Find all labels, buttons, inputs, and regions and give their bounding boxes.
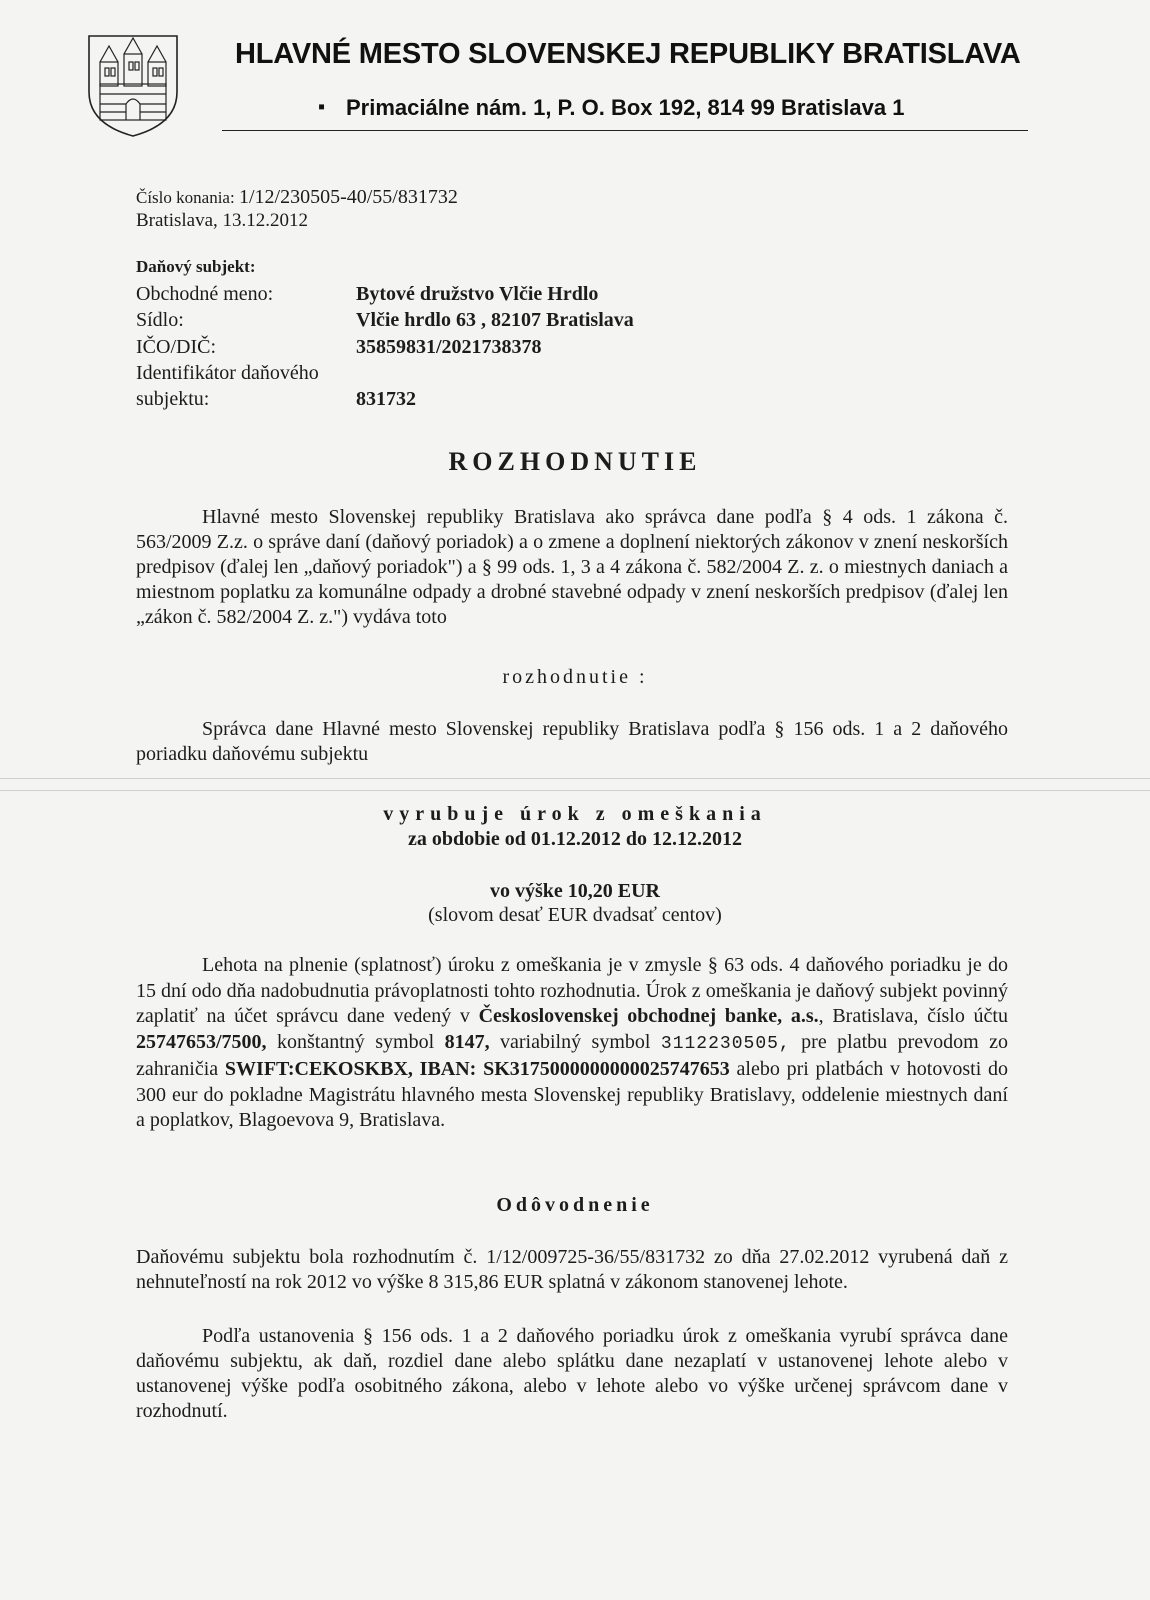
header-rule <box>222 130 1028 131</box>
ico-label: IČO/DIČ: <box>136 336 216 358</box>
case-number-value: 1/12/230505-40/55/831732 <box>238 186 458 208</box>
decision-subtitle: rozhodnutie : <box>502 666 648 688</box>
amount-line: vo výške 10,20 EUR <box>489 880 660 902</box>
payment-text-2: , Bratislava, číslo účtu <box>818 1005 1008 1027</box>
municipality-address: Primaciálne nám. 1, P. O. Box 192, 814 99 Bratislava 1 <box>346 95 905 120</box>
verdict-line: vyrubuje úrok z omeškania <box>383 803 767 825</box>
decision-intro: Hlavné mesto Slovenskej republiky Bratislava ako správca dane podľa § 4 ods. 1 zákona č. 563/2009 Z.z. o správe daní (daňový poriadok) a o zmene a doplnení niektorých zákonov v znení neskorších predpisov (ďalej len „daňový poriadok") a § 99 ods. 1, 3 a 4 zákona č. 582/2004 Z. z. o miestnych daniach a miestnom poplatku za komunálne odpady a drobné stavebné odpady v znení neskorších predpisov (ďalej len „zákon č. 582/2004 Z. z.") vydáva toto <box>136 506 1008 628</box>
payment-text-1: Lehota na plnenie (splatnosť) úroku z omeškania je v zmysle § 63 ods. 4 daňového poriadku je do 15 dní odo dňa nadobudnutia právoplatnosti tohto rozhodnutia. Úrok z omeškania je daňový subjekt povinný zaplatiť na účet správcu dane vedený v <box>136 954 1008 1027</box>
amount-words-line: (slovom desať EUR dvadsať centov) <box>428 904 722 926</box>
payment-text-6: alebo pri platbách v hotovosti do 300 eur do pokladne Magistrátu hlavného mesta Slovenskej republiky Bratislavy, oddelenie miestnych daní a poplatkov, Blagoevova 9, Bratislava. <box>136 1058 1008 1131</box>
payment-text-3: konštantný symbol <box>266 1030 445 1053</box>
payment-text-4: variabilný symbol <box>489 1030 661 1053</box>
place-date: Bratislava, 13.12.2012 <box>136 210 309 231</box>
payment-paragraph <box>136 953 1008 1134</box>
company-name-value: Bytové družstvo Vlčie Hrdlo <box>356 283 599 305</box>
bank-name: Československej obchodnej banke, a.s. <box>478 1005 819 1027</box>
period-line: za obdobie od 01.12.2012 do 12.12.2012 <box>408 828 742 850</box>
justification-paragraph-2: Podľa ustanovenia § 156 ods. 1 a 2 daňového poriadku úrok z omeškania vyrubí správca dane daňovému subjektu, ak daň, rozdiel dane alebo splátku dane nezaplatí v ustanovenej lehote alebo v ustanovenej výške podľa osobitného zákona, alebo v lehote alebo vo výške určenej správcom dane v rozhodnutí. <box>136 1325 1008 1422</box>
identifier-value: 831732 <box>356 388 416 410</box>
justification-title: Odôvodnenie <box>496 1194 654 1216</box>
case-number-line <box>136 186 458 209</box>
identifier-label-cont: subjektu: <box>136 388 210 410</box>
seat-value: Vlčie hrdlo 63 , 82107 Bratislava <box>356 309 634 331</box>
justification-paragraph-1: Daňovému subjektu bola rozhodnutím č. 1/12/009725-36/55/831732 zo dňa 27.02.2012 vyrubená daň z nehnuteľností na rok 2012 vo výške 8 315,86 EUR splatná v zákonom stanovenej lehote. <box>136 1246 1008 1293</box>
authority-paragraph: Správca dane Hlavné mesto Slovenskej republiky Bratislava podľa § 156 ods. 1 a 2 daňového poriadku daňovému subjektu <box>136 718 1008 765</box>
company-name-label: Obchodné meno: <box>136 283 274 305</box>
subject-heading: Daňový subjekt: <box>136 257 256 276</box>
decision-title: ROZHODNUTIE <box>448 447 702 476</box>
municipality-title: HLAVNÉ MESTO SLOVENSKEJ REPUBLIKY BRATISLAVA <box>235 38 1021 70</box>
payment-text-5: pre platbu prevodom zo zahraničia <box>136 1030 1009 1080</box>
identifier-label: Identifikátor daňového <box>136 362 319 384</box>
page-fold-line <box>0 778 1150 779</box>
case-number-label: Číslo konania: <box>136 188 235 207</box>
account-number: 25747653/7500, <box>136 1030 267 1053</box>
variable-symbol: 3112230505, <box>660 1033 791 1054</box>
swift-iban: SWIFT:CEKOSKBX, IBAN: SK3175000000000025747653 <box>224 1058 730 1080</box>
seat-label: Sídlo: <box>136 309 184 331</box>
coat-of-arms-icon <box>86 32 180 138</box>
bullet-mark: ▪ <box>318 96 326 118</box>
page-fold-line <box>0 790 1150 791</box>
ico-value: 35859831/2021738378 <box>356 336 542 358</box>
constant-symbol: 8147, <box>444 1030 490 1053</box>
